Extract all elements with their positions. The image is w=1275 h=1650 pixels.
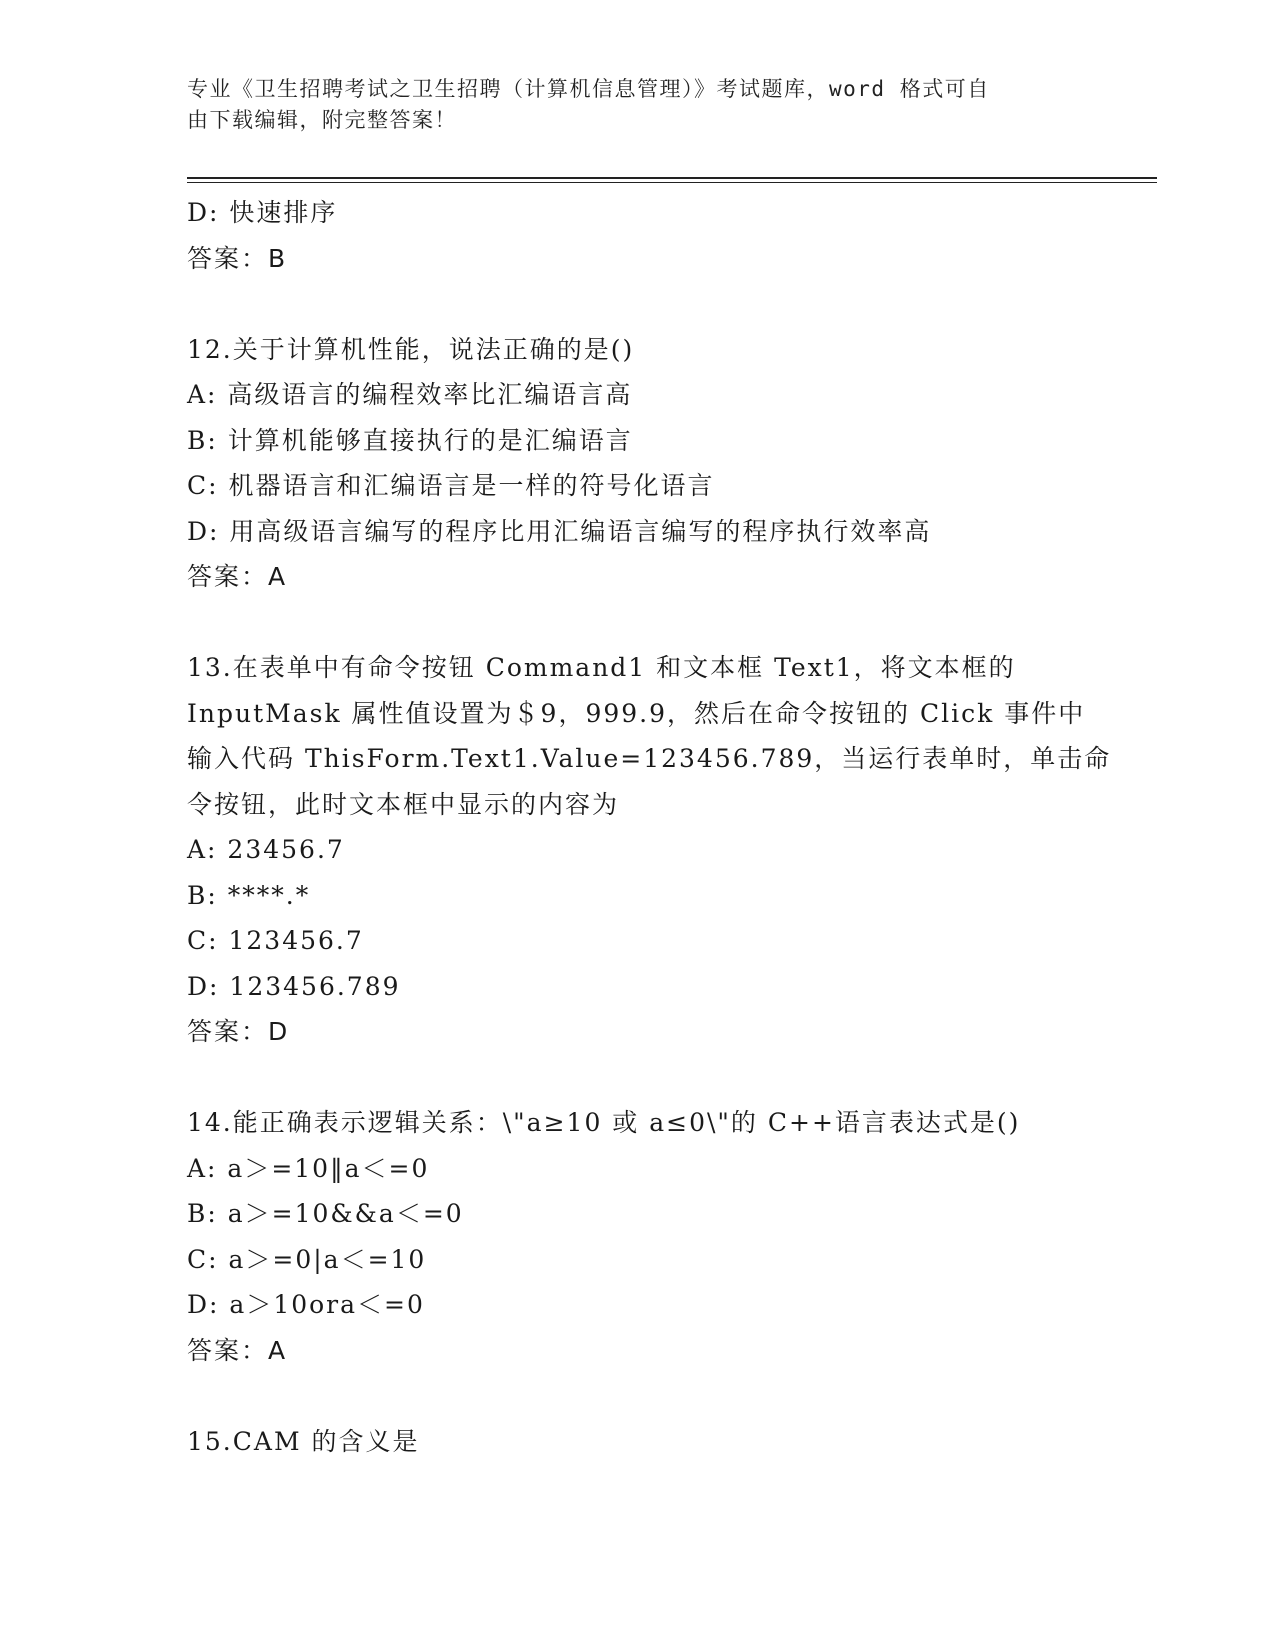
q13-option-a: A: 23456.7 bbox=[187, 835, 345, 864]
q13-stem-line-2: InputMask 属性值设置为＄9，999.9，然后在命令按钮的 Click 事件中 bbox=[187, 698, 1086, 728]
header-line-1: 专业《卫生招聘考试之卫生招聘（计算机信息管理）》考试题库，word 格式可自 bbox=[187, 77, 990, 101]
q12-option-b: B: 计算机能够直接执行的是汇编语言 bbox=[187, 425, 633, 455]
spacer bbox=[187, 1055, 1087, 1101]
q12-stem: 12.关于计算机性能，说法正确的是() bbox=[187, 334, 635, 364]
header-divider-thin bbox=[187, 182, 1157, 183]
header-line-2: 由下载编辑，附完整答案！ bbox=[187, 108, 457, 132]
spacer bbox=[187, 600, 1087, 646]
document-header bbox=[187, 74, 1067, 136]
question-list bbox=[187, 190, 1112, 1464]
q12-option-d: D: 用高级语言编写的程序比用汇编语言编写的程序执行效率高 bbox=[187, 516, 932, 546]
q14-answer: 答案：A bbox=[187, 1335, 288, 1365]
q13-stem-line-4: 令按钮，此时文本框中显示的内容为 bbox=[187, 789, 620, 819]
q13-option-d: D: 123456.789 bbox=[187, 971, 401, 1001]
q12-option-c: C: 机器语言和汇编语言是一样的符号化语言 bbox=[187, 471, 715, 500]
q13-stem-line-3: 输入代码 ThisForm.Text1.Value=123456.789，当运行表单时，单击命 bbox=[187, 744, 1112, 773]
q13-option-c: C: 123456.7 bbox=[187, 926, 364, 955]
q14-option-c: C: a＞=0|a＜=10 bbox=[187, 1244, 427, 1274]
q14-stem: 14.能正确表示逻辑关系：\"a≥10 或 a≤0\"的 C++语言表达式是() bbox=[187, 1108, 1021, 1137]
question-13 bbox=[187, 645, 1112, 1055]
header-divider-thick bbox=[187, 177, 1157, 179]
q13-stem-line-1: 13.在表单中有命令按钮 Command1 和文本框 Text1，将文本框的 bbox=[187, 653, 1016, 682]
question-14 bbox=[187, 1100, 1087, 1373]
spacer bbox=[187, 281, 1087, 327]
q14-option-d: D: a＞10ora＜=0 bbox=[187, 1290, 425, 1319]
q15-stem: 15.CAM 的含义是 bbox=[187, 1426, 420, 1456]
q13-answer: 答案：D bbox=[187, 1017, 290, 1046]
q11-option-d: D: 快速排序 bbox=[187, 198, 338, 227]
spacer bbox=[187, 1373, 1087, 1419]
q14-option-a: A: a＞=10‖a＜=0 bbox=[187, 1153, 430, 1183]
question-11 bbox=[187, 190, 1087, 281]
q14-option-b: B: a＞=10&&a＜=0 bbox=[187, 1199, 464, 1228]
question-15 bbox=[187, 1419, 1087, 1465]
question-12 bbox=[187, 327, 1087, 600]
q12-answer: 答案：A bbox=[187, 562, 288, 591]
q13-option-b: B: ****.* bbox=[187, 880, 311, 910]
q12-option-a: A: 高级语言的编程效率比汇编语言高 bbox=[187, 380, 633, 409]
q11-answer: 答案：B bbox=[187, 243, 288, 273]
